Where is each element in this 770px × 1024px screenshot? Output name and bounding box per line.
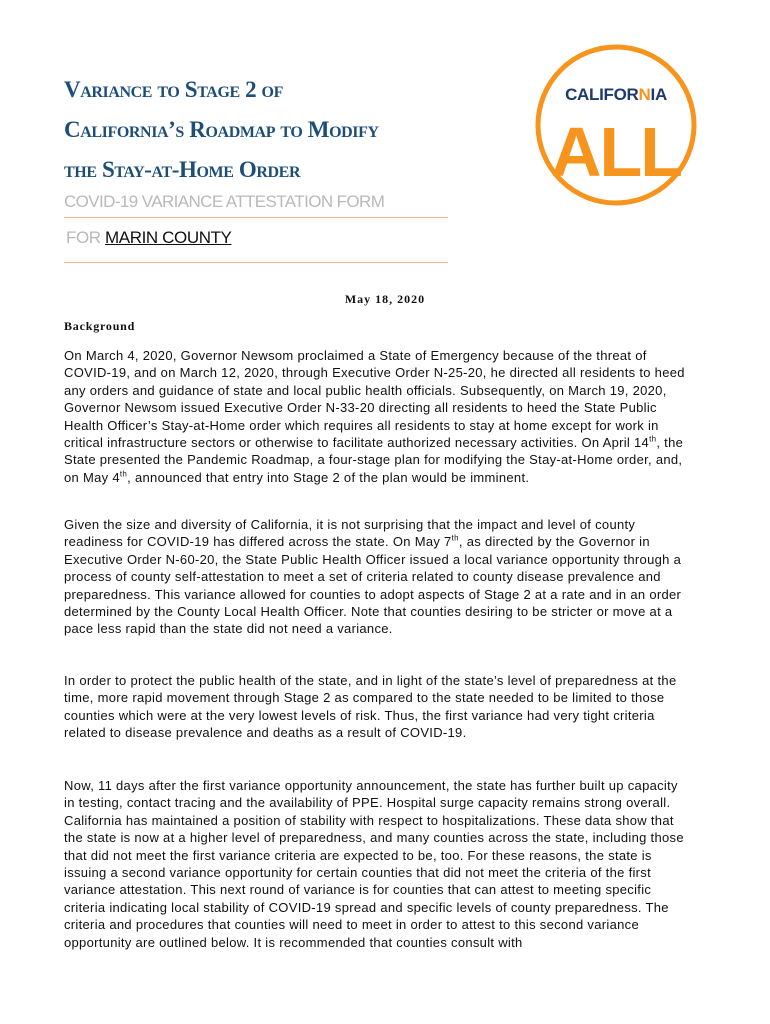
paragraph-1: On March 4, 2020, Governor Newsom proclaimed a State of Emergency because of the threat of COVID-19, and on March 12, 2020, through Executive Order N-25-20, he directed all residents to heed any orders and guidance of state and local public health officials. Subsequently, on March 19, 2020, Governor Newsom issued Executive Order N-33-20 directing all residents to heed the State Public Health Officer’s Stay-at-Home order which requires all residents to stay at home except for work in critical infrastructure sectors or otherwise to facilitate authorized necessary activities. On April 14th, the State presented the Pandemic Roadmap, a four-stage plan for modifying the Stay-at-Home order, and, on May 4th, announced that entry into Stage 2 of the plan would be imminent. <box>64 348 685 485</box>
logo-text-accent: N <box>638 85 651 104</box>
paragraph-4: Now, 11 days after the first variance opportunity announcement, the state has further built up capacity in testing, contact tracing and the availability of PPE. Hospital surge capacity remains strong overall. California has maintained a position of stability with respect to hospitalizations. These data show that the state is now at a higher level of preparedness, and many counties across the state, including those that did not meet the first variance criteria are expected to be, too. For these reasons, the state is issuing a second variance opportunity for certain counties that did not meet the criteria of the first variance attestation. This next round of variance is for counties that can attest to meeting specific criteria indicating local stability of COVID-19 spread and specific levels of county preparedness. The criteria and procedures that counties will need to meet in order to attest to this second variance opportunity are outlined below. It is recommended that counties consult with <box>64 778 684 950</box>
logo-all-text: ALL <box>550 113 682 191</box>
for-label: FOR <box>66 228 101 247</box>
section-heading-background: Background <box>64 319 136 333</box>
document-title <box>64 70 534 190</box>
document-date: May 18, 2020 <box>344 292 426 306</box>
title-line-1: Variance to Stage 2 of <box>64 77 283 102</box>
county-line <box>66 228 232 248</box>
logo-text-start: CALIFOR <box>565 85 639 104</box>
svg-text:CALIFORNIA <box>565 85 667 104</box>
title-line-3: the Stay-at-Home Order <box>64 157 301 182</box>
county-name: MARIN COUNTY <box>105 228 232 247</box>
divider-top <box>64 217 448 218</box>
title-line-2: California’s Roadmap to Modify <box>64 117 379 142</box>
california-all-logo <box>535 44 697 206</box>
divider-bottom <box>64 262 448 263</box>
paragraph-3: In order to protect the public health of the state, and in light of the state’s level of preparedness at the time, more rapid movement through Stage 2 as compared to the state needed to be limited to those counties which were at the very lowest levels of risk. Thus, the first variance had very tight criteria related to disease prevalence and deaths as a result of COVID-19. <box>64 673 677 741</box>
paragraph-2: Given the size and diversity of California, it is not surprising that the impact and level of county readiness for COVID-19 has differed across the state. On May 7th, as directed by the Governor in Executive Order N-60-20, the State Public Health Officer issued a local variance opportunity through a process of county self-attestation to meet a set of criteria related to county disease prevalence and preparedness. This variance allowed for counties to adopt aspects of Stage 2 at a rate and in an order determined by the County Local Health Officer. Note that counties desiring to be stricter or move at a pace less rapid than the state did not need a variance. <box>64 517 682 637</box>
form-subtitle: COVID-19 VARIANCE ATTESTATION FORM <box>64 192 385 211</box>
logo-text-end: IA <box>650 85 667 104</box>
